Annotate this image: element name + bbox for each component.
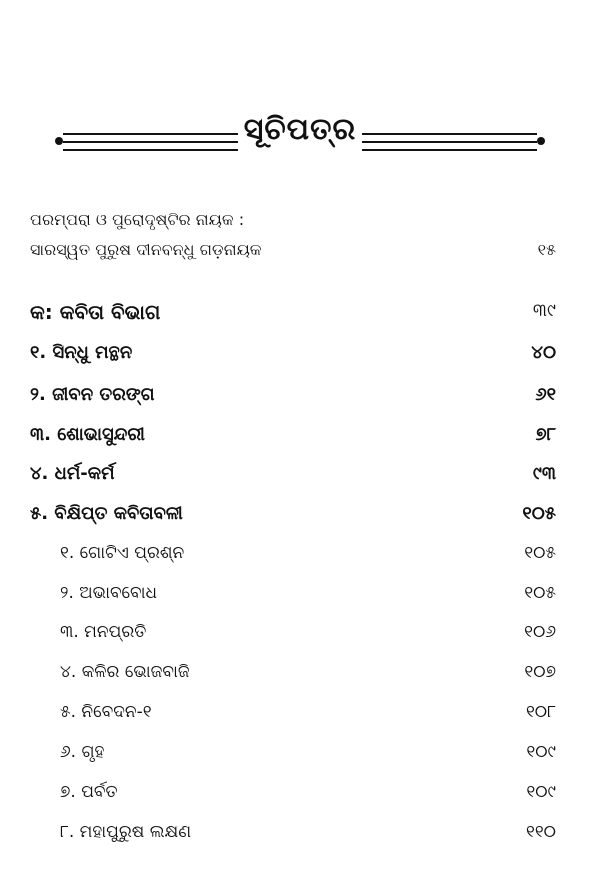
toc-sub-entry (0, 782, 600, 812)
entry-label: ୪. କଳିର ଭୋଜବାଜି (60, 662, 190, 682)
intro-line-2-row (0, 240, 600, 270)
page-number: ୧୫ (537, 240, 556, 259)
entry-label: ୭. ପର୍ବତ (60, 782, 118, 802)
toc-sub-entry (0, 622, 600, 652)
toc-sub-entry (0, 583, 600, 613)
section-heading: କ: କବିତା ବିଭାଗ (30, 300, 161, 324)
page-number: ୧୦୫ (522, 503, 556, 524)
entry-label: ୪. ଧର୍ମ-କର୍ମ (30, 463, 115, 484)
title-block (55, 112, 545, 172)
toc-sub-entry (0, 662, 600, 692)
page-number: ୧୦୯ (526, 782, 556, 802)
toc-sub-entry (0, 742, 600, 772)
toc-entry (0, 342, 600, 372)
page-number: ୪୦ (531, 342, 556, 363)
toc-entry (0, 503, 600, 533)
section-heading-row (0, 300, 600, 330)
page-number: ୬୧ (535, 384, 556, 405)
entry-label: ୧. ସିନ୍ଧୁ ମନ୍ଥନ (30, 342, 133, 363)
page-number: ୧୦୭ (524, 662, 556, 682)
entry-label: ୩. ମନପ୍ରତି (60, 622, 147, 642)
left-ornament (55, 130, 240, 154)
page-number: ୧୦୬ (524, 622, 556, 642)
page-number: ୧୦୫ (524, 583, 556, 603)
toc-entry (0, 384, 600, 414)
entry-label: ୨. ଜୀବନ ତରଙ୍ଗ (30, 384, 155, 405)
page-number: ୧୦୮ (525, 702, 556, 722)
page-title: ସୂଚିପତ୍ର (243, 112, 357, 147)
entry-label: ୩. ଶୋଭାସୁନ୍ଦରୀ (30, 424, 145, 445)
entry-label: ୬. ଗୃହ (60, 742, 105, 762)
toc-sub-entry (0, 702, 600, 732)
page-number: ୧୧୦ (525, 822, 556, 842)
toc-entry (0, 424, 600, 454)
page-number: ୯୩ (532, 463, 556, 484)
entry-label: ୫. ନିବେଦନ-୧ (60, 702, 152, 722)
entry-label: ୫. ବିକ୍ଷିପ୍ତ କବିତାବଳୀ (30, 503, 183, 524)
right-ornament (360, 130, 545, 154)
intro-line-1: ପରମ୍ପରା ଓ ପୁରୋଦୃଷ୍ଟିର ନାୟକ : (30, 210, 245, 229)
page-number: ୩୯ (532, 300, 556, 321)
page-number: ୧୦୯ (526, 742, 556, 762)
page-number: ୧୦୫ (524, 543, 556, 563)
intro-line-2: ସାରସ୍ୱତ ପୁରୁଷ ଦୀନବନ୍ଧୁ ଗଡ଼ନାୟକ (30, 240, 262, 259)
page-number: ୭୮ (535, 424, 556, 445)
toc-sub-entry (0, 543, 600, 573)
toc-sub-entry (0, 822, 600, 852)
entry-label: ୮. ମହାପୁରୁଷ ଲକ୍ଷଣ (60, 822, 192, 842)
toc-entry (0, 463, 600, 493)
entry-label: ୧. ଗୋଟିଏ ପ୍ରଶ୍ନ (60, 543, 185, 563)
entry-label: ୨. ଅଭାବବୋଧ (60, 583, 158, 603)
